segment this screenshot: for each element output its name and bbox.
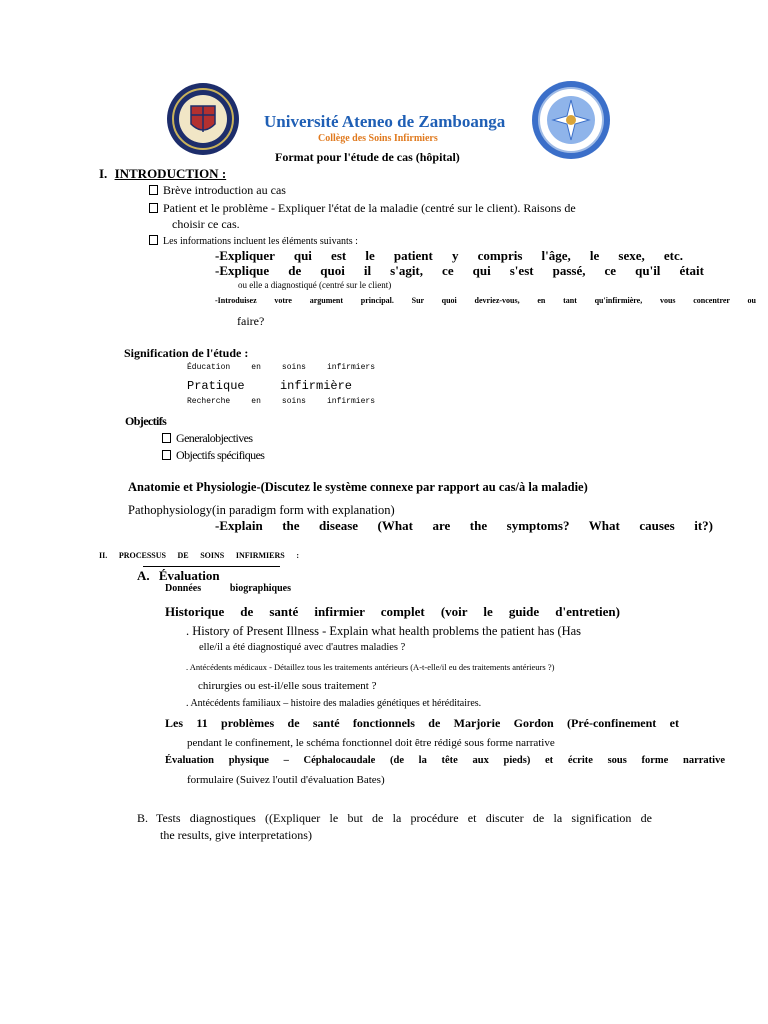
- intro-sub-line-3: -Introduisez votre argument principal. Sur quoi devriez-vous, en tant qu'infirmière, vous concentrer ou: [215, 296, 756, 305]
- intro-sub-line-2-note: ou elle a diagnostiqué (centré sur le client): [238, 280, 392, 290]
- patho-title: Pathophysiology(in paradigm form with explanation): [128, 503, 395, 517]
- assessment-label: A.: [137, 568, 150, 583]
- assessment-title: Évaluation: [158, 568, 220, 583]
- college-subtitle: Collège des Soins Infirmiers: [318, 133, 438, 144]
- history-item-present-illness-continued: elle/il a été diagnostiqué avec d'autres maladies ?: [199, 642, 406, 653]
- intro-item-1: Brève introduction au cas: [149, 183, 286, 198]
- process-heading-underline: [143, 566, 280, 567]
- diagnostic-label: B.: [137, 811, 149, 825]
- checkbox-icon: [149, 235, 158, 245]
- significance-item-practice: Pratique infirmière: [187, 379, 352, 393]
- format-title: Format pour l'étude de cas (hôpital): [275, 150, 460, 164]
- biographic-data: Données biographiques: [165, 583, 291, 594]
- checkbox-icon: [149, 185, 158, 195]
- intro-sub-line-1: -Expliquer qui est le patient y compris l'âge, le sexe, etc.: [215, 248, 683, 263]
- university-seal-icon: [166, 82, 240, 156]
- intro-heading-number: I.: [99, 166, 108, 181]
- assessment-heading: [137, 568, 220, 584]
- significance-item-education: Éducation en soins infirmiers: [187, 363, 375, 372]
- objectives-heading: Objectifs: [125, 414, 167, 428]
- patho-line: -Explain the disease (What are the symptoms? What causes it?): [215, 518, 713, 533]
- intro-item-3: Les informations incluent les éléments suivants :: [149, 235, 358, 247]
- health-history-title: Historique de santé infirmier complet (voir le guide d'entretien): [165, 604, 620, 619]
- intro-heading-text: INTRODUCTION :: [114, 166, 227, 181]
- checkbox-icon: [162, 450, 171, 460]
- intro-heading: [99, 166, 226, 182]
- history-item-medical: . Antécédents médicaux - Détaillez tous les traitements antérieurs (A-t-elle/il eu des traitements antérieurs ?): [186, 662, 555, 672]
- gordon-patterns-continued: pendant le confinement, le schéma fonctionnel doit être rédigé sous forme narrative: [187, 737, 555, 749]
- process-heading: II. PROCESSUS DE SOINS INFIRMIERS :: [99, 551, 299, 560]
- objectives-item-general: Generalobjectives: [162, 431, 252, 446]
- significance-item-research: Recherche en soins infirmiers: [187, 397, 375, 406]
- checkbox-icon: [162, 433, 171, 443]
- diagnostic-tests-continued: the results, give interpretations): [160, 828, 312, 842]
- intro-item-2: Patient et le problème - Expliquer l'état de la maladie (centré sur le client). Raisons de: [149, 201, 576, 216]
- anatomy-heading: Anatomie et Physiologie-(Discutez le système connexe par rapport au cas/à la maladie): [128, 480, 588, 494]
- college-of-nursing-seal-icon: [531, 80, 611, 160]
- physical-assessment-continued: formulaire (Suivez l'outil d'évaluation Bates): [187, 774, 385, 786]
- history-item-medical-continued: chirurgies ou est-il/elle sous traitement ?: [198, 680, 377, 692]
- gordon-patterns: Les 11 problèmes de santé fonctionnels de Marjorie Gordon (Pré-confinement et: [165, 716, 679, 730]
- checkbox-icon: [149, 203, 158, 213]
- objectives-item-specific: Objectifs spécifiques: [162, 448, 264, 463]
- diagnostic-tests: Tests diagnostiques ((Expliquer le but de la procédure et discuter de la signification de: [156, 811, 652, 825]
- intro-sub-line-2: -Explique de quoi il s'agit, ce qui s'est passé, ce qu'il était: [215, 263, 704, 278]
- history-item-family: . Antécédents familiaux – histoire des maladies génétiques et héréditaires.: [186, 698, 482, 709]
- significance-heading: Signification de l'étude :: [124, 346, 249, 360]
- physical-assessment: Évaluation physique – Céphalocaudale (de la tête aux pieds) et écrite sous forme narrative: [165, 755, 725, 766]
- university-title: Université Ateneo de Zamboanga: [264, 112, 506, 131]
- history-item-present-illness: . History of Present Illness - Explain what health problems the patient has (Has: [186, 624, 582, 638]
- intro-item-2-continued: choisir ce cas.: [172, 217, 240, 231]
- intro-sub-line-3-continued: faire?: [237, 314, 265, 328]
